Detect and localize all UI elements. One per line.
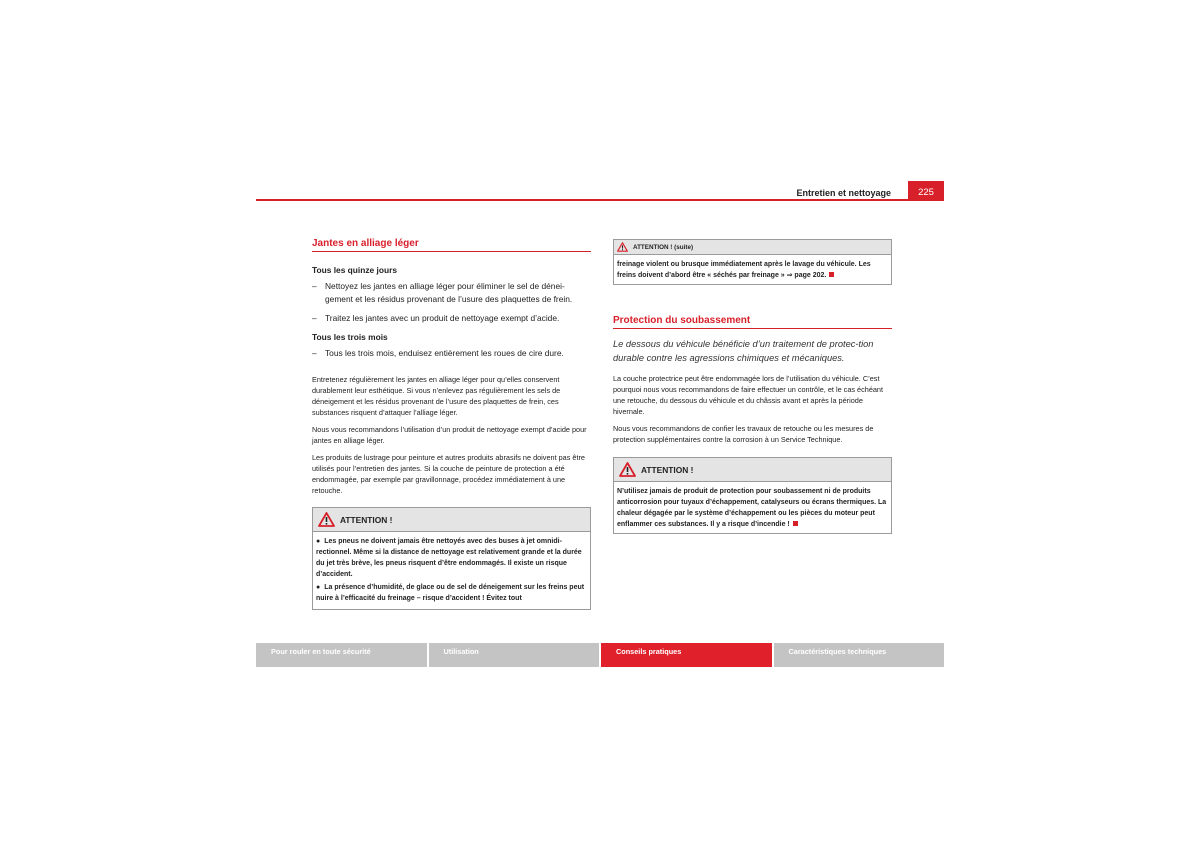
warning-box-continued [613,239,892,285]
warning-text: N’utilisez jamais de produit de protection pour soubassement ni de produits anticorrosion pour tuyaux d’échappement, catalyseurs ou écrans thermiques. La chaleur dégagée par le système d’échappement ou les pièces du moteur peut enflammer ces substances. Il y a risque d’incendie ! [617,488,887,528]
warning-header-continued [614,240,891,255]
page-number-badge: 225 [908,181,944,201]
warning-header [614,458,891,482]
warning-triangle-icon [619,462,636,477]
nav-tab-conseils-pratiques[interactable]: Conseils pratiques [601,643,772,667]
warning-title: ATTENTION ! [340,514,393,525]
list-item: – Tous les trois mois, enduisez entièrement les roues de cire dure. [312,347,564,358]
warning-box-tires [312,507,591,610]
header-rule [256,199,944,201]
body-paragraph: La couche protectrice peut être endommagée lors de l’utilisation du véhicule. C’est pourquoi nous vous recommandons de faire effectuer un contrôle, et le cas échéant une retouche, du dessous du véhicule et du châssis avant et après la période hivernale. [613,374,884,416]
section-title-soubassement: Protection du soubassement [613,315,892,329]
lead-paragraph: Le dessous du véhicule bénéficie d’un traitement de protec-tion durable contre les agressions chimiques et mécaniques. [613,339,874,363]
list-item: – Nettoyez les jantes en alliage léger pour éliminer le sel de dénei-gement et les résidus provenant de l’usure des plaquettes de frein. [312,281,573,304]
warning-triangle-icon [318,512,335,527]
quarterly-steps [312,347,591,360]
sub-heading-fortnightly: Tous les quinze jours [312,265,398,275]
body-paragraph: Nous vous recommandons l’utilisation d’un produit de nettoyage exempt d’acide pour jantes en alliage léger. [312,425,587,445]
right-column [613,239,892,534]
left-column [312,238,591,610]
sub-heading-quarterly: Tous les trois mois [312,331,388,342]
bullet-dot-icon: ● [316,538,321,545]
warning-header [313,508,590,532]
bullet-dot-icon: ● [316,584,321,591]
body-paragraph: Les produits de lustrage pour peinture et autres produits abrasifs ne doivent pas être utilisés pour l’entretien des jantes. Si la couche de peinture de protection a été endommagée, par exemple par gravillonnage, procédez immédiatement à une retouche. [312,453,585,495]
fortnightly-steps [312,280,591,325]
section-title-jantes: Jantes en alliage léger [312,238,591,252]
end-square-icon [829,272,834,277]
warning-title-continued: ATTENTION ! (suite) [633,243,694,251]
end-square-icon [793,521,798,526]
chapter-nav-bar [256,643,944,667]
nav-tab-securite[interactable]: Pour rouler en toute sécurité [256,643,427,667]
dash-bullet: – [312,313,317,323]
warning-item: ● La présence d’humidité, de glace ou de sel de déneigement sur les freins peut nuire à l’efficacité du freinage – risque d’accident ! Évitez tout [316,584,585,602]
warning-body [313,532,590,609]
warning-item: ● Les pneus ne doivent jamais être nettoyés avec des buses à jet omnidi-rectionnel. Même si la distance de nettoyage est relativement grande et la durée du jet très brève, les pneus risquent d’être endommagés. Il existe un risque d’accident. [316,538,582,578]
warning-body-continued [614,255,891,284]
running-header-title: Entretien et nettoyage [796,188,891,198]
list-item: – Traitez les jantes avec un produit de nettoyage exempt d’acide. [312,313,560,323]
dash-bullet: – [312,281,317,291]
warning-body [614,482,891,533]
warning-title: ATTENTION ! [641,464,694,475]
nav-tab-utilisation[interactable]: Utilisation [429,643,600,667]
warning-text: freinage violent ou brusque immédiatement après le lavage du véhicule. Les freins doivent d’abord être « séchés par freinage » ⇒ page 202. [617,261,871,279]
warning-triangle-icon [617,242,628,252]
nav-tab-caracteristiques[interactable]: Caractéristiques techniques [774,643,945,667]
dash-bullet: – [312,347,317,358]
body-paragraph: Nous vous recommandons de confier les travaux de retouche ou les mesures de protection supplémentaires contre la corrosion à un Service Technique. [613,424,874,444]
warning-box-underbody [613,457,892,534]
body-paragraph: Entretenez régulièrement les jantes en alliage léger pour qu’elles conservent durablement leur esthétique. Si vous n’enlevez pas régulièrement les sels de déneigement et les résidus provenant de l’usure des plaquettes de frein, ces substances risquent d’attaquer l’alliage léger. [312,375,561,417]
